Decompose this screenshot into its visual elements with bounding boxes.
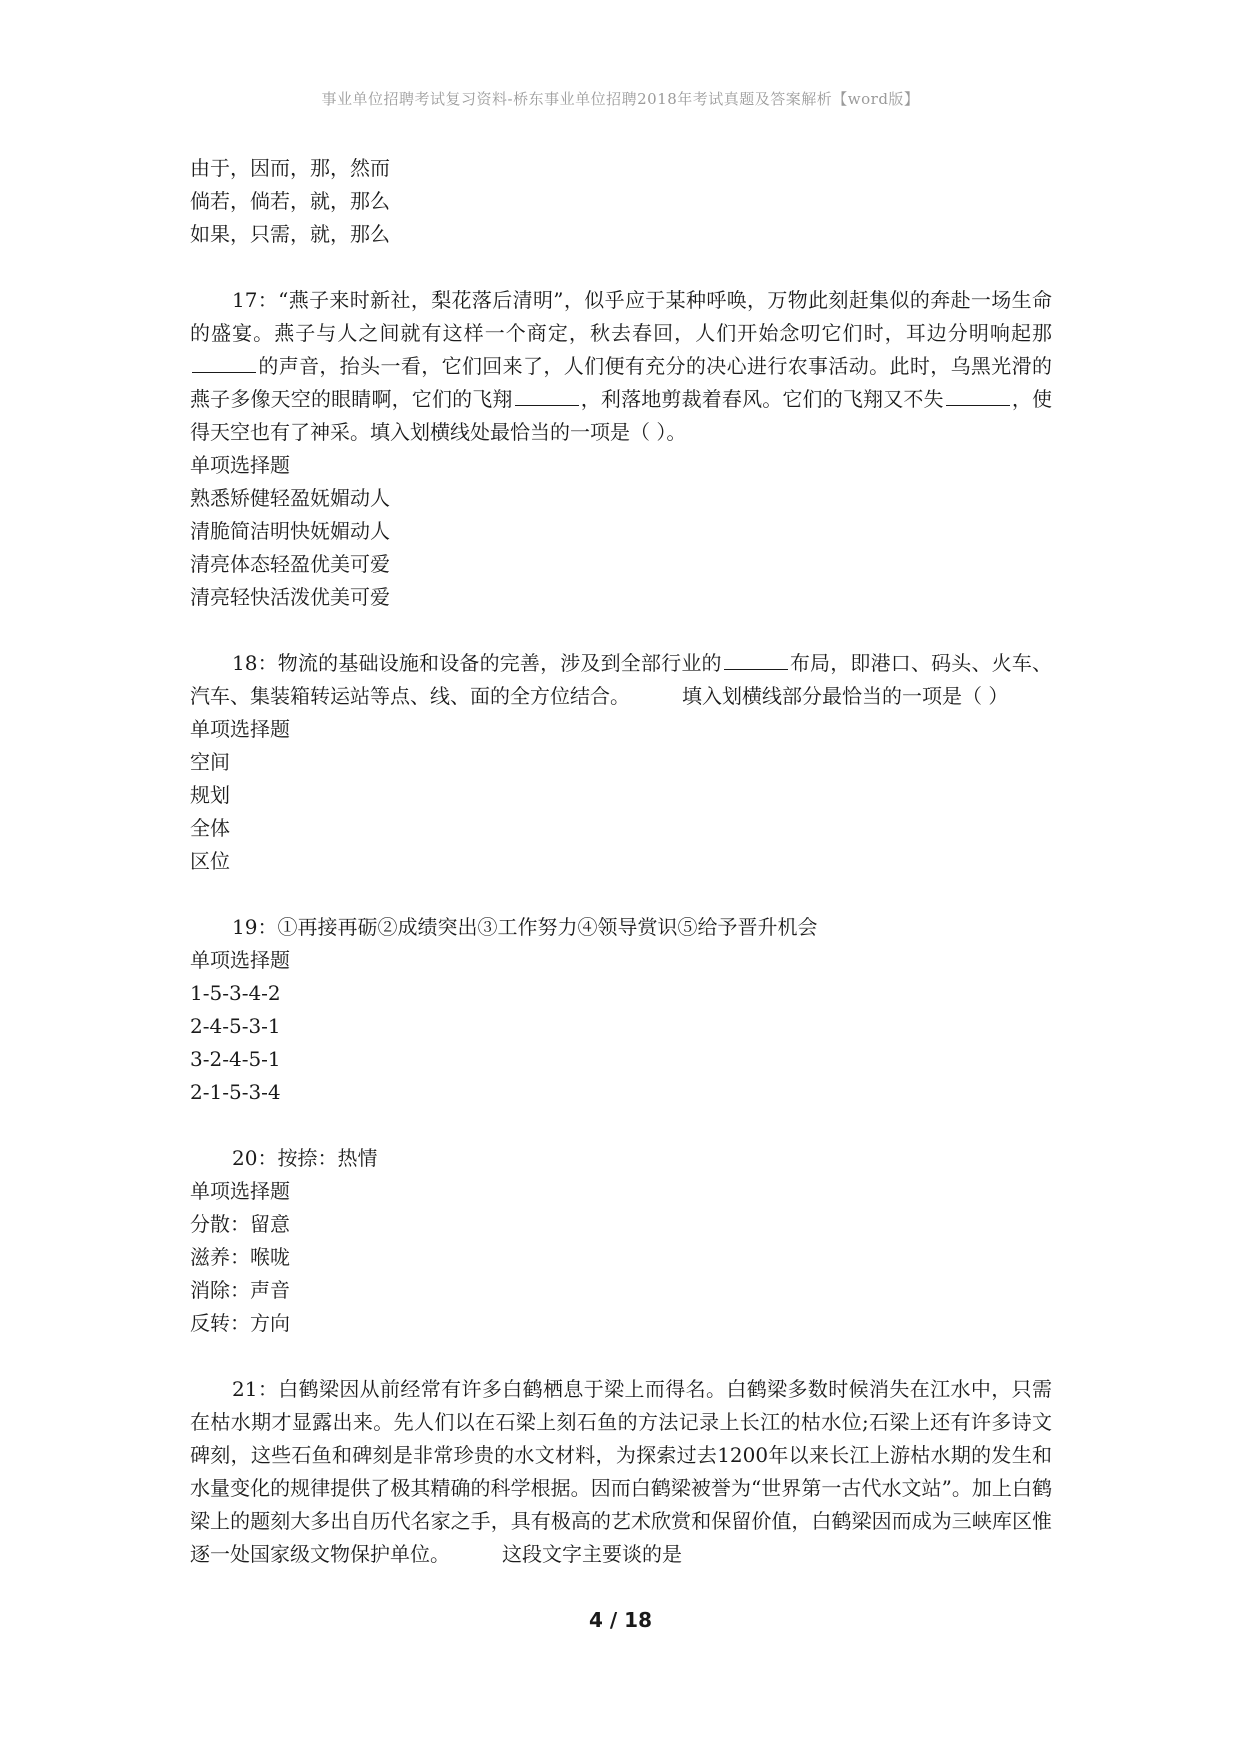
answer-option: 空间 — [190, 750, 230, 774]
answer-option: 规划 — [190, 783, 230, 807]
answer-option: 2-1-5-3-4 — [190, 1080, 281, 1104]
answer-option: 2-4-5-3-1 — [190, 1014, 281, 1038]
list-item: 如果，只需，就，那么 — [190, 222, 390, 246]
fill-blank — [946, 385, 1010, 406]
question-19-stem: 19：①再接再砺②成绩突出③工作努力④领导赏识⑤给予晋升机会 — [232, 915, 818, 939]
question-type: 单项选择题 — [190, 717, 290, 741]
page-number: 4 / 18 — [589, 1608, 652, 1632]
fill-blank — [724, 649, 788, 670]
question-type: 单项选择题 — [190, 1179, 290, 1203]
page-header: 事业单位招聘考试复习资料-桥东事业单位招聘2018年考试真题及答案解析【word版】 — [321, 90, 920, 108]
list-item: 由于，因而，那，然而 — [190, 156, 390, 180]
question-type: 单项选择题 — [190, 453, 290, 477]
question-20-stem: 20：按捺：热情 — [232, 1146, 378, 1170]
answer-option: 熟悉矫健轻盈妩媚动人 — [190, 486, 390, 510]
answer-option: 分散：留意 — [190, 1212, 290, 1236]
document-body — [190, 152, 1052, 1571]
answer-option: 3-2-4-5-1 — [190, 1047, 281, 1071]
answer-option: 清脆简洁明快妩媚动人 — [190, 519, 390, 543]
answer-option: 反转：方向 — [190, 1311, 290, 1335]
answer-option: 1-5-3-4-2 — [190, 981, 281, 1005]
answer-option: 清亮轻快活泼优美可爱 — [190, 585, 390, 609]
answer-option: 清亮体态轻盈优美可爱 — [190, 552, 390, 576]
answer-option: 区位 — [190, 849, 230, 873]
answer-option: 消除：声音 — [190, 1278, 290, 1302]
answer-option: 滋养：喉咙 — [190, 1245, 290, 1269]
answer-option: 全体 — [190, 816, 230, 840]
question-21-stem: 21：白鹤梁因从前经常有许多白鹤栖息于梁上而得名。白鹤梁多数时候消失在江水中，只需在枯水期才显露出来。先人们以在石梁上刻石鱼的方法记录上长江的枯水位;石梁上还有许多诗文碑刻，这些石鱼和碑刻是非常珍贵的水文材料，为探索过去1200年以来长江上游枯水期的发生和水量变化的规律提供了极其精确的科学根据。因而白鹤梁被誉为“世界第一古代水文站”。加上白鹤梁上的题刻大多出自历代名家之手，具有极高的艺术欣赏和保留价值，白鹤梁因而成为三峡库区惟逐一处国家级文物保护单位。 这段文字主要谈的是 — [190, 1377, 1052, 1566]
question-17-stem: 17：“燕子来时新社，梨花落后清明”，似乎应于某种呼唤，万物此刻赶集似的奔赴一场生命的盛宴。燕子与人之间就有这样一个商定，秋去春回，人们开始念叨它们时，耳边分明响起那的声音，抬头一看，它们回来了，人们便有充分的决心进行农事活动。此时，乌黑光滑的燕子多像天空的眼睛啊，它们的飞翔 ，利落地剪裁着春风。它们的飞翔又不失 ，使得天空也有了神采。填入划横线处最恰当的一项是（ ）。 — [190, 288, 1053, 444]
fill-blank — [515, 385, 579, 406]
question-18-stem: 18：物流的基础设施和设备的完善，涉及到全部行业的 布局，即港口、码头、火车、汽车、集装箱转运站等点、线、面的全方位结合。 填入划横线部分最恰当的一项是（ ） — [190, 651, 1053, 708]
fill-blank — [192, 352, 256, 373]
question-type: 单项选择题 — [190, 948, 290, 972]
list-item: 倘若，倘若，就，那么 — [190, 189, 390, 213]
